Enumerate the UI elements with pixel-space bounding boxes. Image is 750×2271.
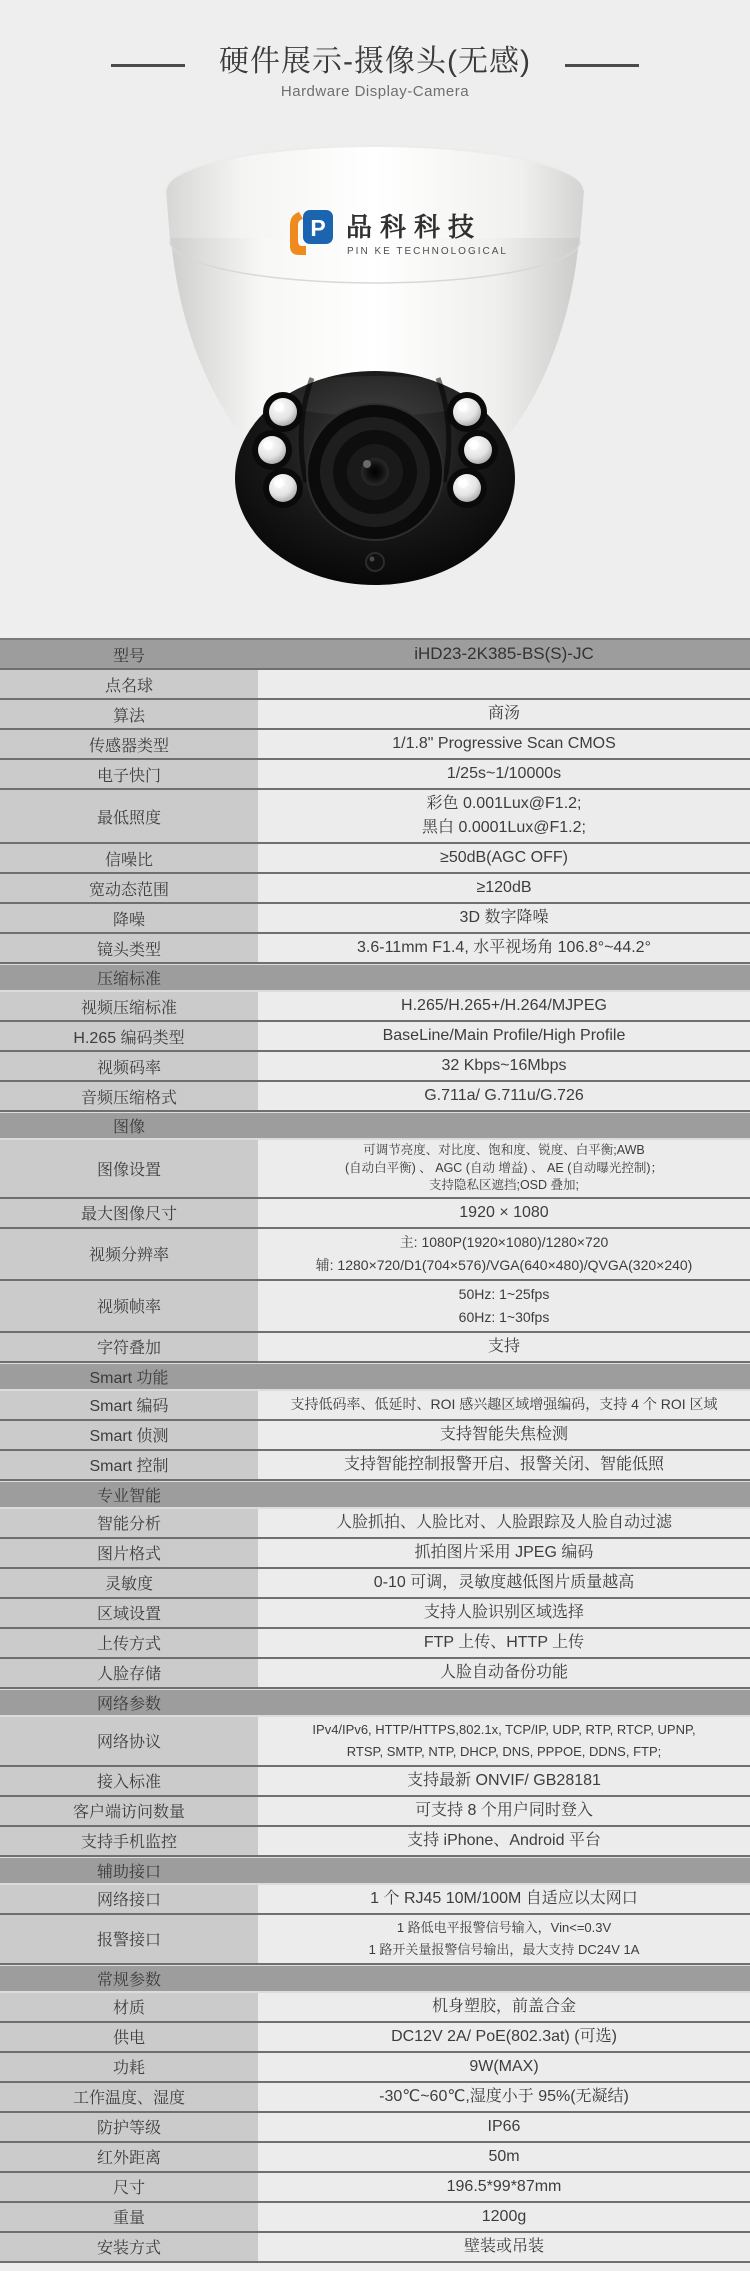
row-value (258, 1082, 750, 1110)
value-line: 商汤 (487, 705, 520, 722)
ir-led (447, 392, 487, 432)
value-line: H.265/H.265+/H.264/MJPEG (401, 997, 607, 1014)
row-label: 重量 (0, 2203, 258, 2231)
row-value (258, 2113, 750, 2141)
table-row (0, 1629, 750, 1659)
page-subtitle: Hardware Display-Camera (280, 83, 470, 100)
row-label: 供电 (0, 2023, 258, 2051)
row-label: 报警接口 (0, 1915, 258, 1963)
value-line: 1 个 RJ45 10M/100M 自适应以太网口 (370, 1889, 638, 1907)
value-line: 支持隐私区遮挡;OSD 叠加; (428, 1178, 579, 1192)
value-line: DC12V 2A/ PoE(802.3at) (可选) (391, 2027, 617, 2045)
value-line: G.711a/ G.711u/G.726 (424, 1087, 584, 1104)
value-line: 主: 1080P(1920×1080)/1280×720 (399, 1233, 609, 1250)
row-label: 视频压缩标准 (0, 992, 258, 1020)
row-label: 功耗 (0, 2053, 258, 2081)
table-row (0, 1915, 750, 1965)
row-value (258, 1421, 750, 1449)
row-value (258, 1767, 750, 1795)
row-value (258, 904, 750, 932)
table-row (0, 1333, 750, 1363)
table-row (0, 2143, 750, 2173)
value-line: 人脸自动备份功能 (439, 1663, 568, 1681)
row-label: 算法 (0, 700, 258, 728)
value-line: 3.6-11mm F1.4, 水平视场角 106.8°~44.2° (357, 939, 651, 956)
row-label: 支持手机监控 (0, 1827, 258, 1855)
row-value (258, 2083, 750, 2111)
brand-logo-letter: P (310, 215, 326, 241)
table-row (0, 1767, 750, 1797)
table-row (0, 1965, 750, 1993)
table-row (0, 640, 750, 670)
spec-table (0, 638, 750, 2263)
table-row (0, 700, 750, 730)
value-line: 支持人脸识别区域选择 (423, 1603, 584, 1621)
table-row (0, 1717, 750, 1767)
value-line: 支持 iPhone、Android 平台 (407, 1831, 601, 1849)
table-row (0, 670, 750, 700)
row-label: 人脸存储 (0, 1659, 258, 1687)
ir-led (263, 468, 303, 508)
row-label: 常规参数 (96, 1971, 161, 1989)
row-label: 安装方式 (0, 2233, 258, 2261)
value-line: FTP 上传、HTTP 上传 (423, 1633, 585, 1651)
row-value (258, 730, 750, 758)
header (0, 0, 750, 100)
value-line: 支持低码率、低延时、ROI 感兴趣区域增强编码，支持 4 个 ROI 区域 (290, 1396, 718, 1412)
row-value (258, 992, 750, 1020)
value-line: 3D 数字降噪 (459, 909, 549, 926)
ir-led (458, 430, 498, 470)
table-row (0, 1993, 750, 2023)
value-line: 50m (488, 2147, 520, 2165)
row-label: 尺寸 (0, 2173, 258, 2201)
row-value (258, 874, 750, 902)
row-value (258, 700, 750, 728)
table-row (0, 790, 750, 844)
value-line: BaseLine/Main Profile/High Profile (382, 1027, 626, 1044)
row-label: 客户端访问数量 (0, 1797, 258, 1825)
value-line: 196.5*99*87mm (446, 2177, 562, 2195)
row-value (258, 934, 750, 962)
row-value (258, 790, 750, 842)
value-line: ≥50dB(AGC OFF) (440, 849, 568, 866)
value-line: 支持 (487, 1337, 520, 1355)
ir-led (252, 430, 292, 470)
table-row (0, 2113, 750, 2143)
table-row (0, 1421, 750, 1451)
table-row (0, 2203, 750, 2233)
row-value (258, 1885, 750, 1913)
value-line: 可调节亮度、对比度、饱和度、锐度、白平衡;AWB (363, 1143, 645, 1157)
row-label: 压缩标准 (96, 971, 161, 988)
row-value (258, 1229, 750, 1279)
row-label: Smart 控制 (0, 1451, 258, 1479)
table-row (0, 1885, 750, 1915)
row-value (258, 1333, 750, 1361)
value-line: 1 路开关量报警信号输出，最大支持 DC24V 1A (368, 1941, 640, 1957)
value-line: 0-10 可调，灵敏度越低图片质量越高 (373, 1573, 635, 1591)
table-row (0, 2053, 750, 2083)
brand-name-en: PIN KE TECHNOLOGICAL (347, 246, 508, 257)
table-row (0, 904, 750, 934)
row-label: 镜头类型 (0, 934, 258, 962)
row-value (258, 1915, 750, 1963)
table-row (0, 1199, 750, 1229)
table-row (0, 1797, 750, 1827)
row-label: 降噪 (0, 904, 258, 932)
value-line: 9W(MAX) (469, 2057, 539, 2075)
title-right-line (565, 64, 639, 67)
row-label: 材质 (0, 1993, 258, 2021)
row-value (258, 2053, 750, 2081)
value-line: 1200g (481, 2207, 527, 2225)
row-label: 型号 (112, 647, 145, 665)
row-label: 灵敏度 (0, 1569, 258, 1597)
row-label: 视频帧率 (0, 1281, 258, 1331)
row-label: 图像设置 (0, 1140, 258, 1197)
value-line: 1/25s~1/10000s (446, 765, 562, 782)
value-line: RTSP, SMTP, NTP, DHCP, DNS, PPPOE, DDNS, FTP; (346, 1743, 662, 1759)
title-row (0, 36, 750, 80)
row-value (258, 1451, 750, 1479)
row-value (258, 2143, 750, 2171)
value-line: 1/1.8" Progressive Scan CMOS (392, 735, 616, 752)
row-value (258, 670, 750, 698)
row-value (258, 2023, 750, 2051)
row-value (258, 1717, 750, 1765)
table-row (0, 1569, 750, 1599)
row-value (258, 1797, 750, 1825)
row-label: 图片格式 (0, 1539, 258, 1567)
row-label: 智能分析 (0, 1509, 258, 1537)
row-label: 音频压缩格式 (0, 1082, 258, 1110)
row-value (258, 1509, 750, 1537)
row-label: 电子快门 (0, 760, 258, 788)
row-label: 红外距离 (0, 2143, 258, 2171)
row-label: 工作温度、湿度 (0, 2083, 258, 2111)
ir-led (263, 392, 303, 432)
table-row (0, 1112, 750, 1140)
row-value (258, 1140, 750, 1197)
row-label: Smart 编码 (0, 1391, 258, 1419)
table-row (0, 1281, 750, 1333)
row-label: 视频码率 (0, 1052, 258, 1080)
camera-lens (307, 404, 443, 540)
row-label: 传感器类型 (0, 730, 258, 758)
row-value (258, 1827, 750, 1855)
row-value (258, 1391, 750, 1419)
table-row (0, 1391, 750, 1421)
table-row (0, 1689, 750, 1717)
table-row (0, 760, 750, 790)
table-row (0, 1451, 750, 1481)
value-line: 50Hz: 1~25fps (458, 1285, 550, 1302)
table-row (0, 2023, 750, 2053)
row-value (258, 1539, 750, 1567)
table-row (0, 1599, 750, 1629)
table-row (0, 844, 750, 874)
camera-image (0, 100, 750, 632)
row-label: H.265 编码类型 (0, 1022, 258, 1050)
value-line: 60Hz: 1~30fps (458, 1308, 550, 1325)
table-row (0, 992, 750, 1022)
table-row (0, 1659, 750, 1689)
row-label: 点名球 (0, 670, 258, 698)
page-title: 硬件展示-摄像头(无感) (219, 45, 531, 78)
value-line: 可支持 8 个用户同时登入 (415, 1801, 593, 1819)
row-label: Smart 功能 (89, 1369, 169, 1387)
table-row (0, 2083, 750, 2113)
value-line: 抓拍图片采用 JPEG 编码 (414, 1543, 594, 1561)
row-value (258, 1629, 750, 1657)
table-row (0, 1229, 750, 1281)
table-row (0, 2233, 750, 2263)
row-label: 区域设置 (0, 1599, 258, 1627)
row-label: 字符叠加 (0, 1333, 258, 1361)
row-label: 视频分辨率 (0, 1229, 258, 1279)
row-value (258, 1993, 750, 2021)
row-label: 网络接口 (0, 1885, 258, 1913)
camera-figure (0, 100, 750, 632)
row-value (258, 1022, 750, 1050)
row-value (258, 1199, 750, 1227)
value-line: 1920 × 1080 (459, 1203, 549, 1221)
value-line: IP66 (487, 2117, 521, 2135)
title-left-line (111, 64, 185, 67)
value-line: 支持智能失焦检测 (439, 1425, 568, 1443)
row-value (258, 1569, 750, 1597)
value-line: 彩色 0.001Lux@F1.2; (426, 795, 582, 812)
row-value (258, 2203, 750, 2231)
row-label: 最大图像尺寸 (0, 1199, 258, 1227)
row-label: 图像 (112, 1119, 145, 1136)
value-line: 机身塑胶，前盖合金 (431, 1997, 576, 2015)
row-label: 信噪比 (0, 844, 258, 872)
row-label: 专业智能 (96, 1487, 161, 1505)
value-line: 支持最新 ONVIF/ GB28181 (407, 1771, 601, 1789)
value-line: 支持智能控制报警开启、报警关闭、智能低照 (343, 1455, 664, 1473)
screw (366, 553, 384, 571)
value-line: 人脸抓拍、人脸比对、人脸跟踪及人脸自动过滤 (335, 1513, 672, 1531)
row-value (258, 1281, 750, 1331)
row-label: Smart 侦测 (0, 1421, 258, 1449)
row-value (258, 1599, 750, 1627)
table-row (0, 874, 750, 904)
table-row (0, 730, 750, 760)
row-value (258, 2233, 750, 2261)
value-line: 壁装或吊装 (463, 2237, 544, 2255)
row-label: 网络协议 (0, 1717, 258, 1765)
row-value (258, 844, 750, 872)
table-row (0, 964, 750, 992)
table-row (0, 1827, 750, 1857)
value-line: iHD23-2K385-BS(S)-JC (414, 644, 594, 663)
value-line: (自动白平衡) 、 AGC (自动 增益) 、 AE (自动曝光控制)； (344, 1160, 664, 1175)
row-label: 上传方式 (0, 1629, 258, 1657)
row-label: 宽动态范围 (0, 874, 258, 902)
value-line: 辅: 1280×720/D1(704×576)/VGA(640×480)/QVGA(320×240) (315, 1256, 693, 1273)
table-row (0, 2173, 750, 2203)
table-row (0, 1539, 750, 1569)
row-value (258, 2173, 750, 2201)
table-row (0, 1052, 750, 1082)
table-row (0, 1140, 750, 1199)
value-line: 1 路低电平报警信号输入，Vin<=0.3V (396, 1919, 612, 1935)
ir-led (447, 468, 487, 508)
table-row (0, 934, 750, 964)
row-label: 辅助接口 (96, 1863, 161, 1881)
row-label: 防护等级 (0, 2113, 258, 2141)
row-value (258, 1052, 750, 1080)
value-line: 32 Kbps~16Mbps (441, 1057, 567, 1074)
value-line: 黑白 0.0001Lux@F1.2; (422, 819, 586, 836)
value-line: -30℃~60℃,湿度小于 95%(无凝结) (379, 2087, 629, 2105)
row-label: 最低照度 (0, 790, 258, 842)
value-line: ≥120dB (476, 879, 532, 896)
table-row (0, 1363, 750, 1391)
row-value (258, 1659, 750, 1687)
table-row (0, 1509, 750, 1539)
table-row (0, 1022, 750, 1052)
row-value (258, 760, 750, 788)
table-row (0, 1481, 750, 1509)
row-label: 接入标准 (0, 1767, 258, 1795)
value-line: IPv4/IPv6, HTTP/HTTPS,802.1x, TCP/IP, UDP, RTP, RTCP, UPNP, (312, 1721, 696, 1737)
row-value (258, 640, 750, 668)
table-row (0, 1857, 750, 1885)
row-label: 网络参数 (96, 1695, 161, 1713)
brand-name-cn: 品科科技 (346, 212, 483, 242)
table-row (0, 1082, 750, 1112)
